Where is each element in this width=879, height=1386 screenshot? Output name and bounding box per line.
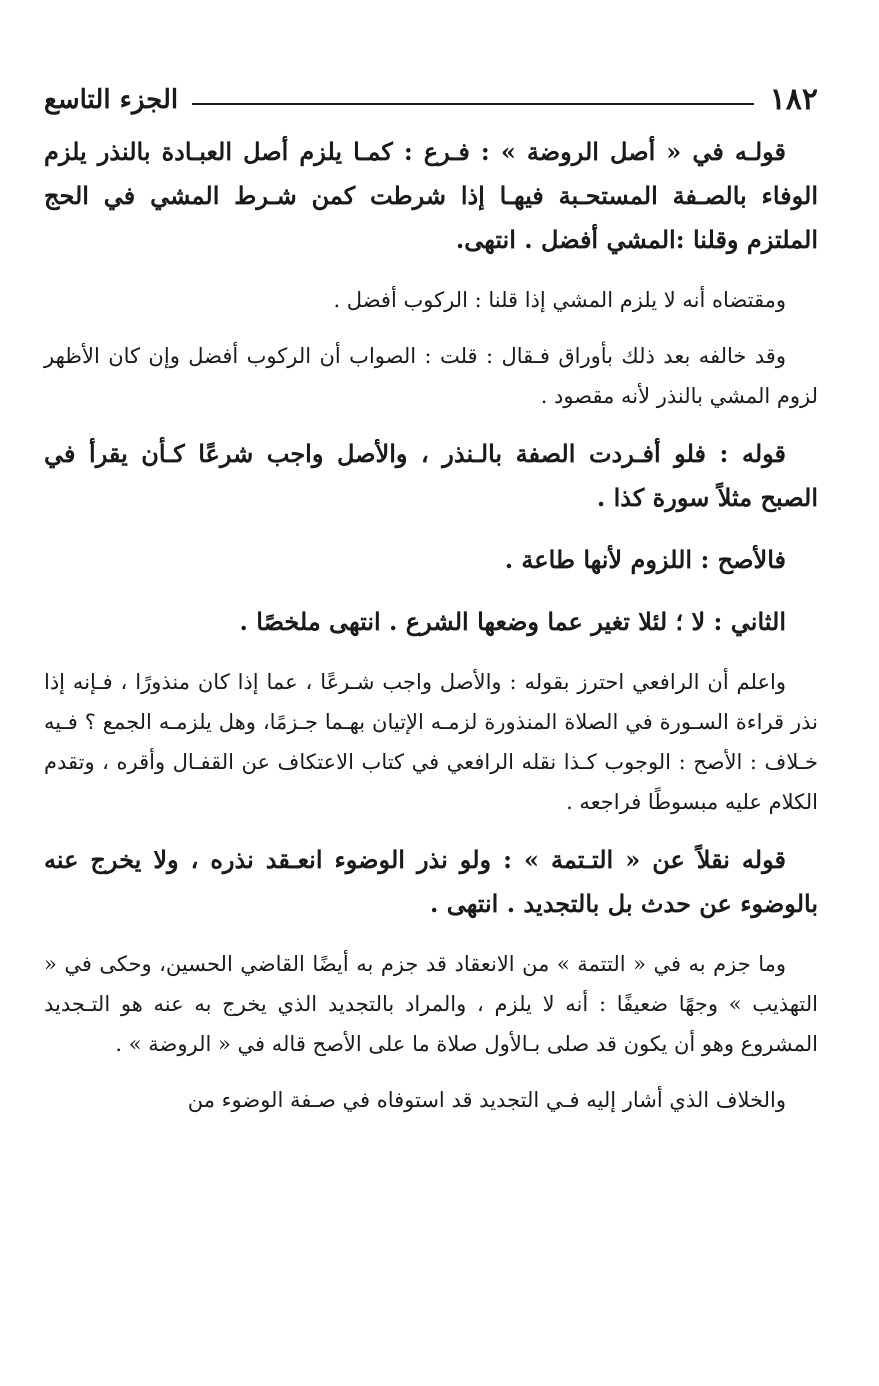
page-header: [44, 82, 818, 118]
quoted-passage: فالأصح : اللزوم لأنها طاعة .: [504, 545, 786, 574]
commentary-paragraph: والخلاف الذي أشار إليه فـي التجديد قد استوفاه في صـفة الوضوء من: [187, 1088, 786, 1112]
header-rule: [192, 103, 754, 105]
quoted-passage: الثاني : لا ؛ لئلا تغير عما وضعها الشرع . انتهى ملخصًا .: [239, 607, 786, 636]
commentary-paragraph: واعلم أن الرافعي احترز بقوله : والأصل واجب شـرعًا ، عما إذا كان منذورًا ، فـإنه إذا نذر قراءة السـورة في الصلاة المنذورة لزمـه الإتيان بهـما جـزمًا، وهل يلزمـه الجمع ؟ فـيه خـلاف : الأصح : الوجوب كـذا نقله الرافعي في كتاب الاعتكاف عن القفـال وأقره ، وتقدم الكلام عليه مبسوطًا فراجعه .: [44, 670, 818, 814]
quoted-passage: قوله نقلاً عن « التـتمة » : ولو نذر الوضوء انعـقد نذره ، ولا يخرج عنه بالوضوء عن حدث بل بالتجديد . انتهى .: [44, 845, 818, 918]
quoted-passage: قولـه في « أصل الروضة » : فـرع : كمـا يلزم أصل العبـادة بالنذر يلزم الوفاء بالصـفة المستحـبة فيهـا إذا شرطت كمن شـرط المشي في الحج الملتزم وقلنا :المشي أفضل . انتهى.: [44, 137, 818, 254]
commentary-paragraph: ومقتضاه أنه لا يلزم المشي إذا قلنا : الركوب أفضل .: [333, 288, 786, 312]
commentary-paragraph: وما جزم به في « التتمة » من الانعقاد قد جزم به أيضًا القاضي الحسين، وحكى في « التهذيب » وجهًا ضعيفًا : أنه لا يلزم ، والمراد بالتجديد الذي يخرج به عنه هو التـجديد المشروع وهو أن يكون قد صلى بـالأول صلاة ما على الأصح قاله في « الروضة » .: [44, 952, 818, 1056]
page-number: ١٨٢: [769, 82, 818, 117]
chapter-title: الجزء التاسع: [44, 85, 179, 115]
commentary-paragraph: وقد خالفه بعد ذلك بأوراق فـقال : قلت : الصواب أن الركوب أفضل وإن كان الأظهر لزوم المشي بالنذر لأنه مقصود .: [44, 344, 818, 408]
book-page: [44, 82, 818, 1136]
quoted-passage: قوله : فلو أفـردت الصفة بالـنذر ، والأصل واجب شرعًا كـأن يقرأ في الصبح مثلاً سورة كذا .: [44, 439, 818, 512]
page-body: [44, 130, 818, 1120]
